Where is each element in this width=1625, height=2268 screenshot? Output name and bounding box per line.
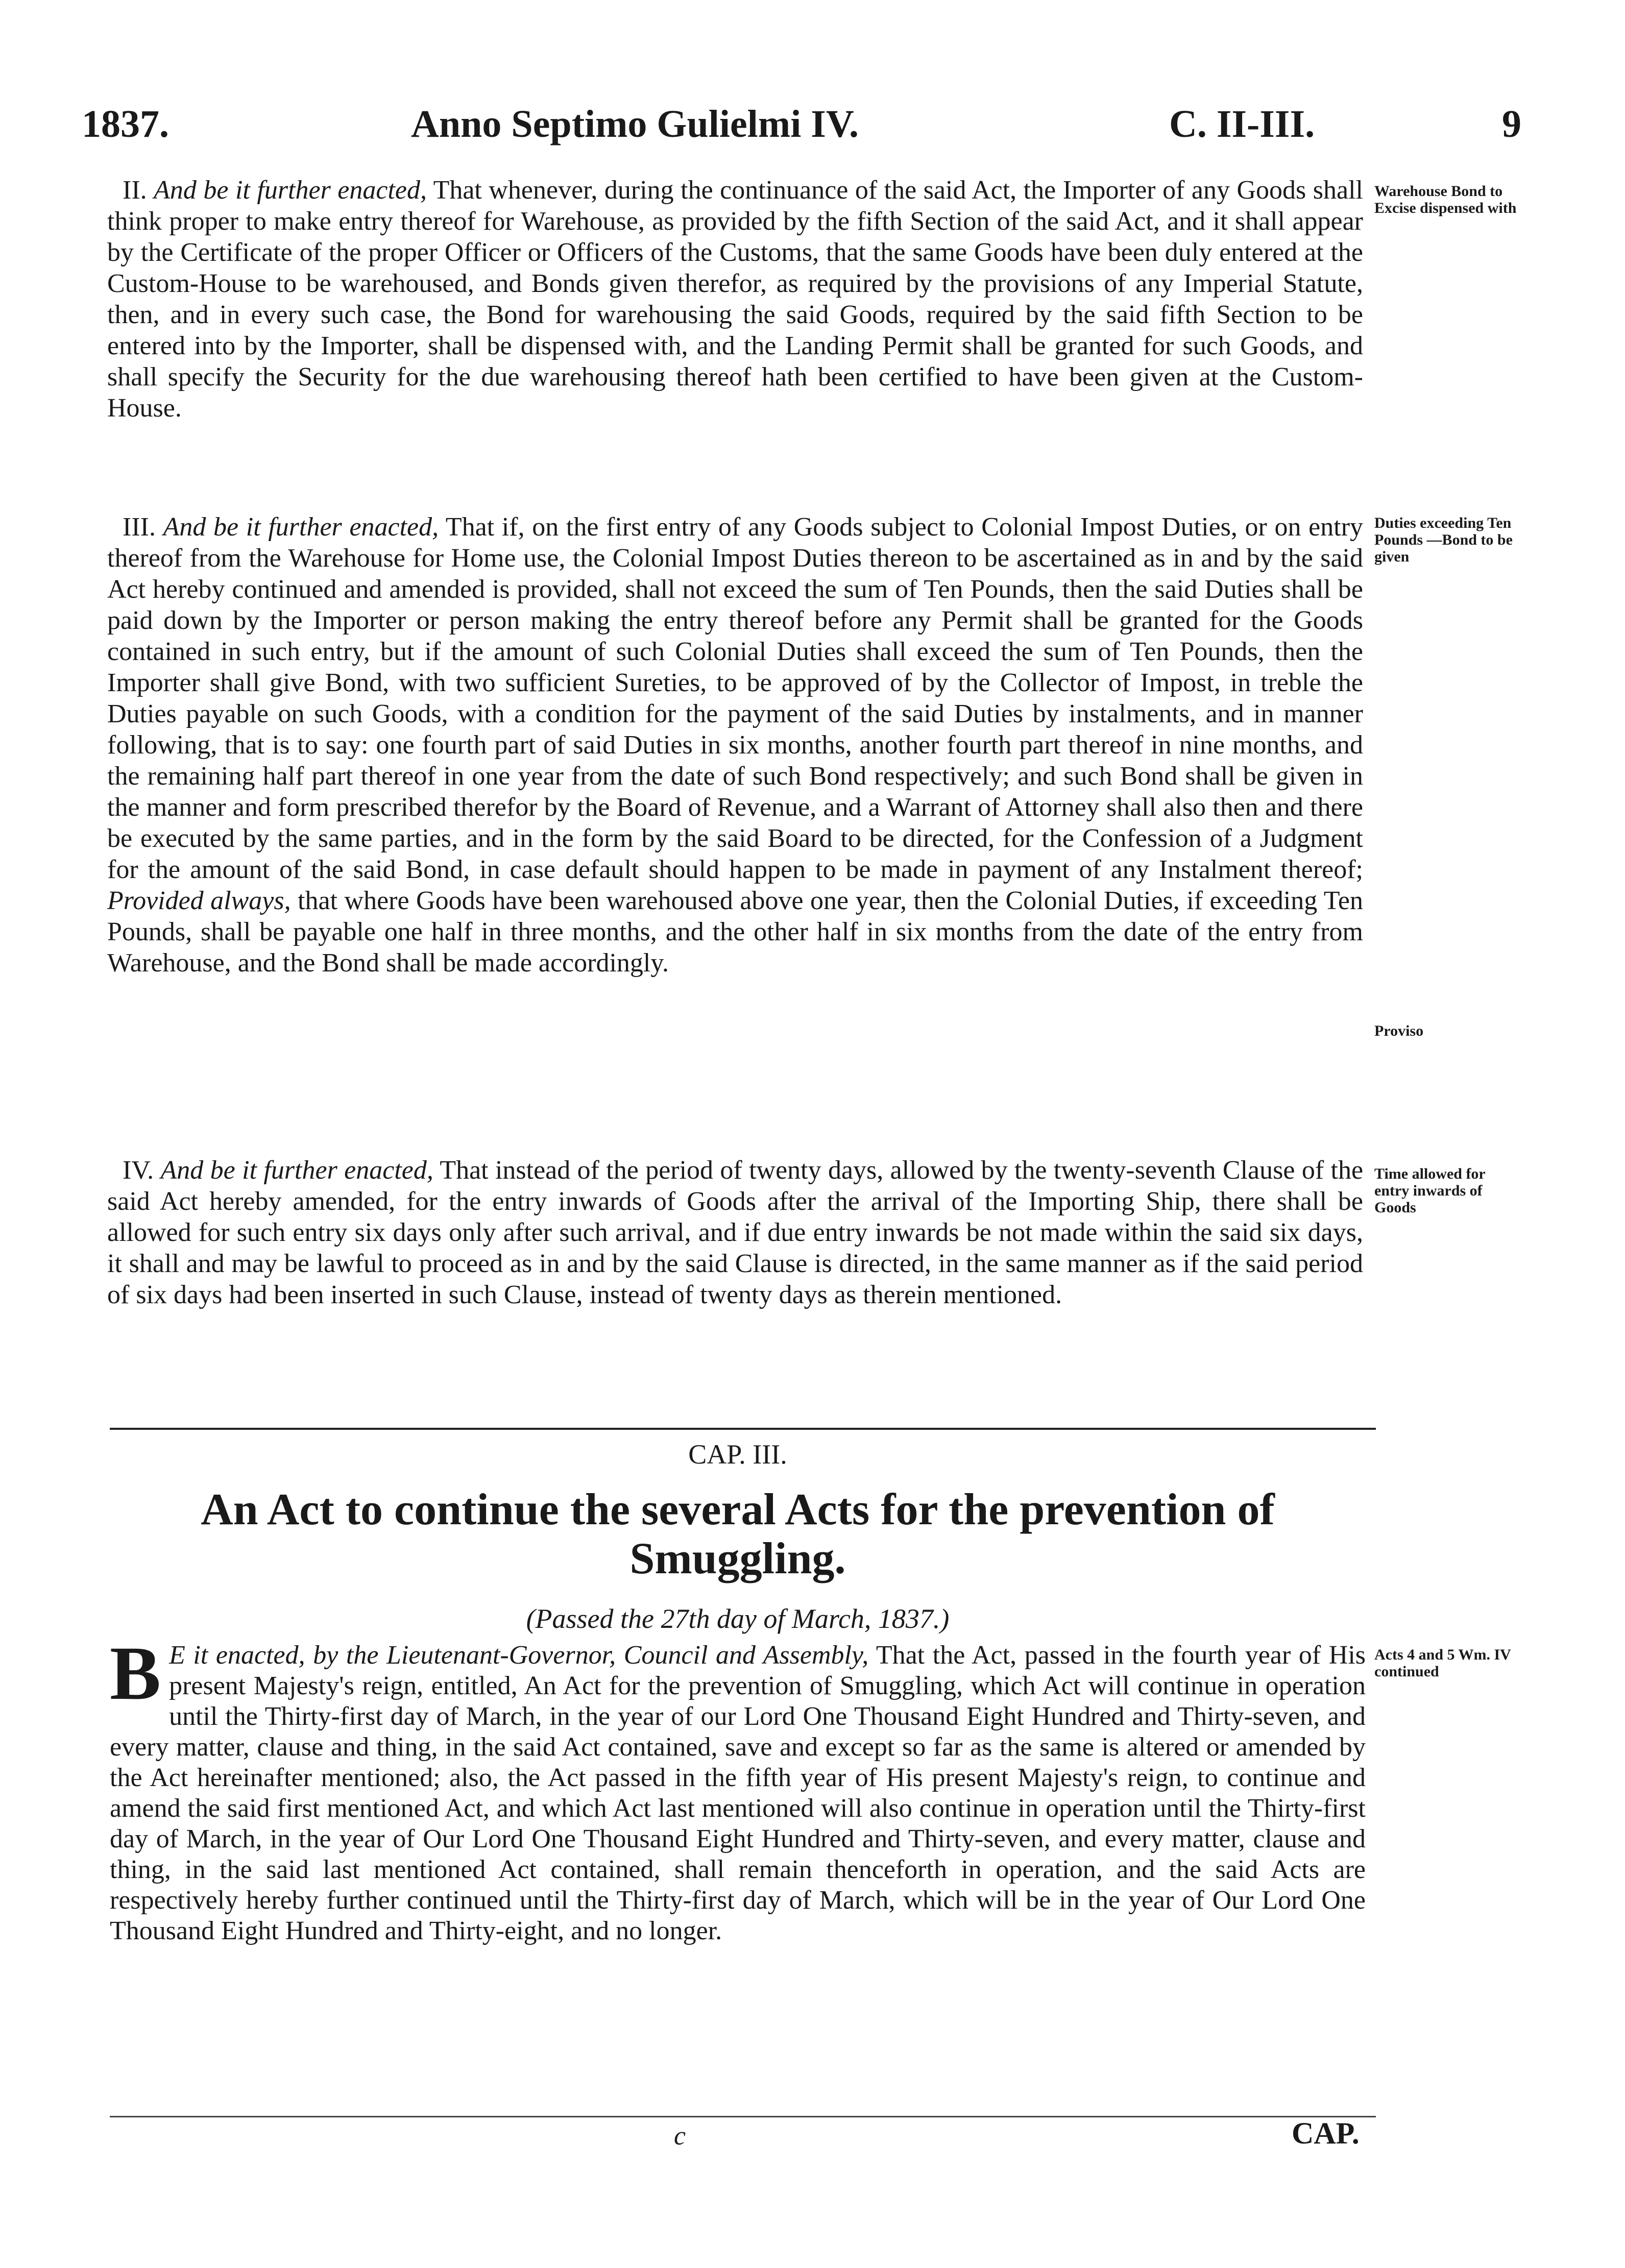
header-chapter: C. II-III.: [1169, 103, 1315, 145]
section-text-after-proviso: that where Goods have been warehoused above one year, then the Colonial Duties, if exceeding Ten Pounds, shall be payable one half in three months, and the other half in six months from the date of the entry from Warehouse, and the Bond shall be made accordingly.: [107, 886, 1364, 978]
enacting-clause: And be it further enacted,: [163, 513, 439, 542]
drop-cap: B: [110, 1631, 161, 1716]
margin-note-section-4: Time allowed for entry inwards of Goods: [1374, 1165, 1486, 1216]
signature-mark: c: [674, 2121, 686, 2151]
catchword: CAP.: [1292, 2116, 1360, 2150]
section-4-paragraph: [107, 1155, 1363, 1310]
footer-divider: [110, 2116, 1376, 2117]
margin-note-proviso: Proviso: [1374, 1022, 1424, 1039]
proviso-clause: Provided always,: [107, 886, 291, 915]
section-2-paragraph: [107, 175, 1363, 424]
section-4: [107, 1155, 1363, 1310]
page-number: 9: [1502, 103, 1521, 145]
act-enacting-clause: E it enacted, by the Lieutenant-Governor, Council and Assembly,: [169, 1641, 869, 1670]
section-number: III.: [123, 513, 156, 542]
enacting-clause: And be it further enacted,: [160, 1156, 433, 1185]
running-header: [82, 102, 1521, 163]
margin-note-cap-3: Acts 4 and 5 Wm. IV continued: [1374, 1646, 1511, 1680]
section-divider: [110, 1428, 1376, 1430]
chapter-heading: CAP. III.: [688, 1439, 787, 1470]
header-title: Anno Septimo Gulielmi IV.: [411, 103, 859, 145]
section-text: That if, on the first entry of any Goods subject to Colonial Impost Duties, or on entry thereof from the Warehouse for Home use, the Colonial Impost Duties thereon to be ascertained as in and by the said Act hereby continued and amended is provided, shall not exceed the sum of Ten Pounds, then the said Duties shall be paid down by the Importer or person making the entry thereof before any Permit shall be granted for the Goods contained in such entry, but if the amount of such Colonial Duties shall exceed the sum of Ten Pounds, then the Importer shall give Bond, with two sufficient Sureties, to be approved of by the Collector of Impost, in treble the Duties payable on such Goods, with a condition for the payment of the said Duties by instalments, and in manner following, that is to say: one fourth part of said Duties in six months, another fourth part thereof in nine months, and the remaining half part thereof in one year from the date of such Bond respectively; and such Bond shall be given in the manner and form prescribed therefor by the Board of Revenue, and a Warrant of Attorney shall also then and there be executed by the same parties, and in the form by the said Board to be directed, for the Confession of a Judgment for the amount of the said Bond, in case default should happen to be made in payment of any Instalment thereof;: [107, 513, 1364, 884]
act-title: An Act to continue the several Acts for the prevention of Smuggling.: [201, 1485, 1275, 1583]
passed-date: [110, 1603, 1366, 1635]
margin-note-section-3: Duties exceeding Ten Pounds —Bond to be given: [1374, 515, 1513, 565]
act-text: That the Act, passed in the fourth year of His present Majesty's reign, entitled, An Act for the prevention of Smuggling, which Act will continue in operation until the Thirty-first day of March, in the year of our Lord One Thousand Eight Hundred and Thirty-seven, and every matter, clause and thing, in the said Act contained, save and except so far as the same is altered or amended by the Act hereinafter mentioned; also, the Act passed in the fifth year of His present Majesty's reign, to continue and amend the said first mentioned Act, and which Act last mentioned will also continue in operation until the Thirty-first day of March, in the year of Our Lord One Thousand Eight Hundred and Thirty-seven, and every matter, clause and thing, in the said last mentioned Act contained, shall remain thenceforth in operation, and the said Acts are respectively hereby further continued until the Thirty-first day of March, which will be in the year of Our Lord One Thousand Eight Hundred and Thirty-eight, and no longer.: [110, 1641, 1366, 1945]
section-text: That whenever, during the continuance of the said Act, the Importer of any Goods shall think proper to make entry thereof for Warehouse, as provided by the fifth Section of the said Act, and it shall appear by the Certificate of the proper Officer or Officers of the Customs, that the same Goods have been duly entered at the Custom-House to be warehoused, and Bonds given therefor, as required by the provisions of any Imperial Statute, then, and in every such case, the Bond for warehousing the said Goods, required by the said fifth Section to be entered into by the Importer, shall be dispensed with, and the Landing Permit shall be granted for such Goods, and shall specify the Security for the due warehousing thereof hath been certified to have been given at the Custom-House.: [107, 176, 1363, 423]
section-text: That instead of the period of twenty days, allowed by the twenty-seventh Clause of the said Act hereby amended, for the entry inwards of Goods after the arrival of the Importing Ship, there shall be allowed for such entry six days only after such arrival, and if due entry inwards be not made within the said six days, it shall and may be lawful to proceed as in and by the said Clause is directed, in the same manner as if the said period of six days had been inserted in such Clause, instead of twenty days as therein mentioned.: [107, 1156, 1364, 1309]
enacting-clause: And be it further enacted,: [154, 176, 427, 205]
section-3: [107, 511, 1363, 979]
section-2: [107, 175, 1363, 424]
section-number: IV.: [123, 1156, 154, 1185]
passed-date-text: (Passed the 27th day of March, 1837.): [526, 1603, 950, 1634]
header-year: 1837.: [82, 103, 169, 145]
act-body: [110, 1631, 1366, 1946]
section-3-paragraph: [107, 511, 1363, 979]
section-number: II.: [123, 176, 147, 205]
margin-note-section-2: Warehouse Bond to Excise dispensed with: [1374, 183, 1517, 216]
